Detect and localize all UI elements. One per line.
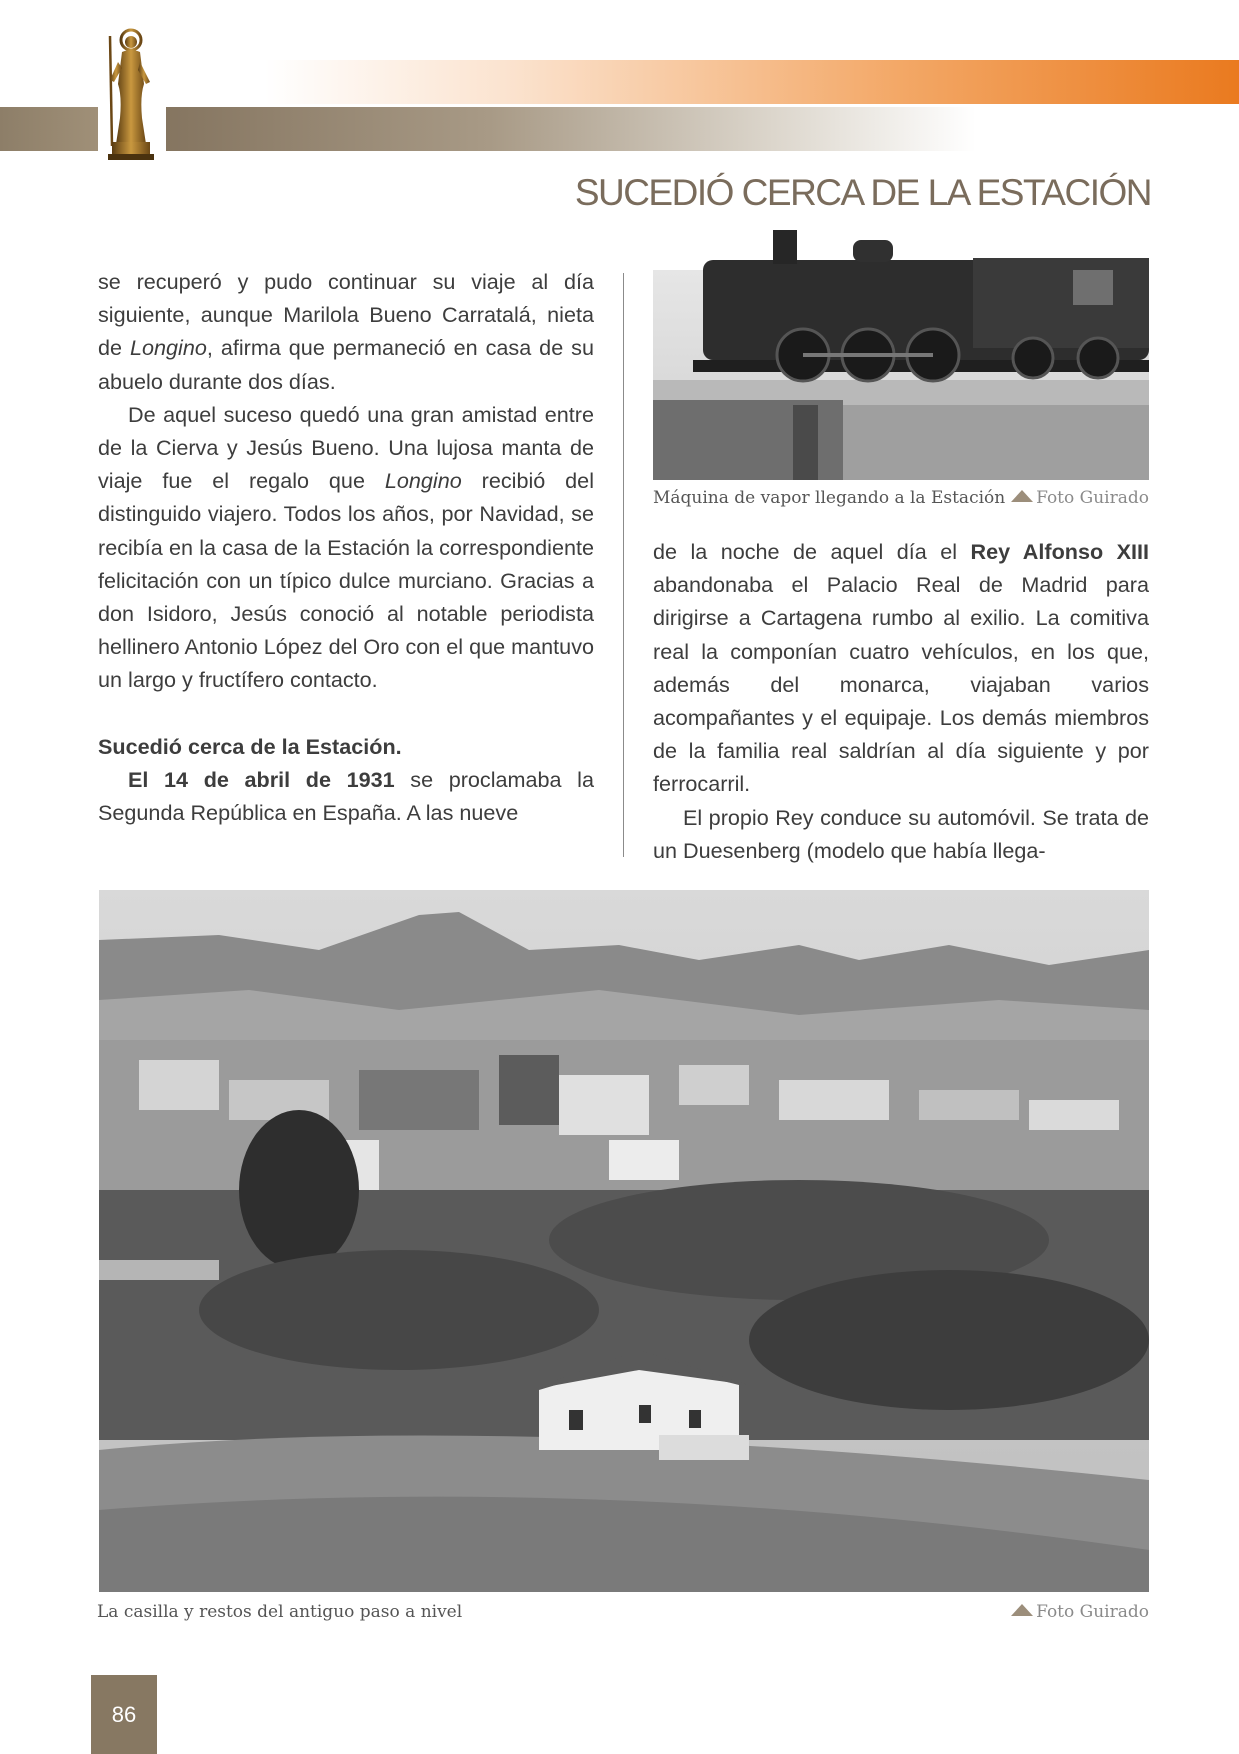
left-column	[98, 265, 594, 829]
paragraph: de la noche de aquel día el Rey Alfonso XIII abandonaba el Palacio Real de Madrid para dirigirse a Cartagena rumbo al exilio. La comitiva real la componían cuatro vehículos, en los que, además del monarca, viajaban varios acompañantes y el equipaje. Los demás miembros de la familia real saldrían al día siguiente y por ferrocarril.	[653, 539, 1149, 797]
right-column	[653, 535, 1149, 867]
column-divider	[623, 273, 624, 857]
triangle-icon	[1011, 1604, 1033, 1616]
header-brown-band-left	[0, 107, 98, 151]
train-photo-caption: Máquina de vapor llegando a la Estación	[653, 488, 1006, 508]
page-number: 86	[111, 1702, 137, 1727]
header-orange-band	[265, 60, 1239, 104]
section-title: SUCEDIÓ CERCA DE LA ESTACIÓN	[574, 172, 1151, 213]
page-number-box	[91, 1675, 157, 1754]
statue-logo-icon	[100, 26, 162, 160]
town-photo	[99, 890, 1149, 1592]
paragraph: se recuperó y pudo continuar su viaje al día siguiente, aunque Marilola Bueno Carratalá, nieta de Longino, afirma que permaneció en casa de su abuelo durante dos días.	[98, 269, 594, 394]
paragraph: De aquel suceso quedó una gran amistad entre de la Cierva y Jesús Bueno. Una lujosa manta de viaje fue el regalo que Longino recibió del distinguido viajero. Todos los años, por Navidad, se recibía en la casa de la Estación la correspondiente felicitación con un típico dulce murciano. Gracias a don Isidoro, Jesús conoció al notable periodista hellinero Antonio López del Oro con el que mantuvo un largo y fructífero contacto.	[98, 401, 594, 693]
subheading: Sucedió cerca de la Estación.	[98, 733, 402, 759]
paragraph: El 14 de abril de 1931 se proclamaba la Segunda República en España. A las nueve	[98, 766, 594, 826]
paragraph: El propio Rey conduce su automóvil. Se trata de un Duesenberg (modelo que había llega-	[653, 804, 1149, 863]
train-photo	[653, 230, 1149, 480]
train-photo-credit: Foto Guirado	[1011, 488, 1149, 508]
town-photo-credit: Foto Guirado	[1011, 1602, 1149, 1622]
town-photo-caption: La casilla y restos del antiguo paso a nivel	[97, 1602, 463, 1622]
triangle-icon	[1011, 490, 1033, 502]
header-brown-band-right	[166, 107, 976, 151]
